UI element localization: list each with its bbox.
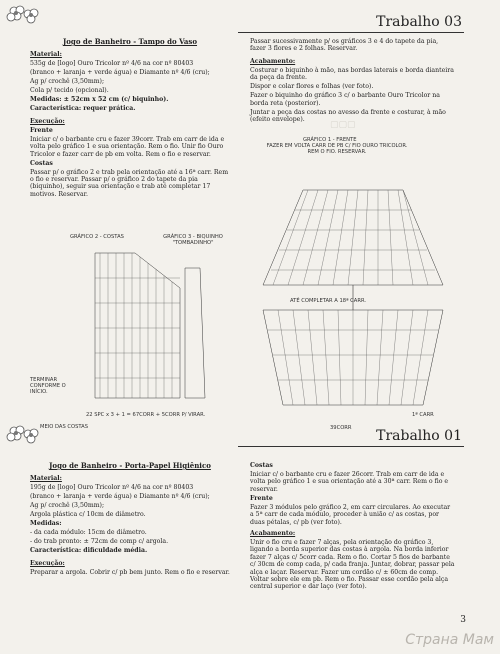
left-column	[30, 38, 230, 200]
terminar-label: TERMINAR CONFORME O INÍCIO.	[30, 377, 66, 395]
material-line: 195g de [logo] Ouro Tricolor nº 4/6 na cor nº 80403	[30, 484, 194, 492]
material-line: (branco + laranja + verde água) e Diamante nº 4/6 (cru);	[30, 493, 210, 501]
acabamento-heading: Acabamento:	[250, 530, 296, 538]
material-line: Argola plástica c/ 10cm de diâmetro.	[30, 511, 146, 519]
material-line: Ag p/ crochê (3,50mm);	[30, 502, 105, 510]
material-line: (branco + laranja + verde água) e Diamante nº 4/6 (cru);	[30, 69, 210, 77]
costas-text: Passar p/ o gráfico 2 e trab pela orientação até a 16ª carr. Rem o fio e reservar. Passar p/ o gráfico 2 do tapete da pia (biquinho), seguir sua orientação e trab até completar 17 motivos. Reservar.	[30, 168, 229, 198]
grafico2-title: GRÁFICO 2 - COSTAS	[70, 234, 124, 240]
spc-note-label: 22 SPC x 3 + 1 = 67CORR + 5CORR P/ VIRAR.	[86, 412, 206, 418]
material-heading: Material:	[30, 51, 62, 59]
grafico2-diagram	[60, 248, 220, 408]
header-rule	[238, 446, 464, 447]
medidas-line: Medidas: ± 52cm x 52 cm (c/ biquinho).	[30, 96, 169, 104]
page-header-title: Trabalho 03	[376, 14, 462, 30]
material-heading: Material:	[30, 475, 62, 483]
acabamento-line: Juntar a peça das costas no avesso da frente e costurar, à mão (efeito envelope).	[250, 108, 446, 124]
flower-decoration-icon	[6, 4, 40, 30]
page-number: 3	[460, 615, 466, 625]
medidas-heading: Medidas:	[30, 520, 62, 528]
execucao-heading: Execução:	[30, 117, 65, 125]
right-column	[250, 462, 455, 592]
material-line: Cola p/ tecido (opcional).	[30, 87, 109, 95]
costas-text: Iniciar c/ o barbante cru e fazer 26corr. Trab em carr de ida e volta pelo gráfico 1 e sua orientação até a 30ª carr. Rem o fio e reservar.	[250, 471, 449, 493]
execucao-text: Preparar a argola. Cobrir c/ pb bem junto. Rem o fio e reservar.	[30, 568, 230, 576]
corr39-label: 39CORR	[330, 425, 352, 431]
medidas-line: - da cada módulo: 15cm de diâmetro.	[30, 529, 147, 537]
watermark: Страна Мам	[405, 632, 494, 648]
frente-text: Iniciar c/ o barbante cru e fazer 39corr. Trab em carr de ida e volta pelo gráfico 1 e sua orientação. Rem o fio. Unir fio Ouro Tricolor e fazer carr de pb em volta. Rem o fio e reservar.	[30, 135, 225, 158]
costas-heading: Costas	[30, 159, 53, 167]
caracteristica-line: Característica: dificuldade média.	[30, 547, 148, 555]
right-text: Passar sucessivamente p/ os gráficos 3 e 4 do tapete da pia, fazer 3 flores e 2 folhas. Reservar.	[250, 38, 439, 53]
header-rule	[238, 32, 464, 33]
project-title: Jogo de Banheiro - Tampo do Vaso	[62, 37, 198, 46]
flower-decoration-icon	[6, 424, 40, 450]
acabamento-heading: Acabamento:	[250, 57, 296, 65]
frente-text: Fazer 3 módulos pelo gráfico 2, em carr circulares. Ao executar a 5ª carr de cada módulo, proceder à união c/ as costas, por duas pétalas, c/ pb (ver foto).	[250, 503, 451, 526]
faded-background-icon: ▢▢▢	[330, 120, 356, 130]
page-header-title: Trabalho 01	[376, 428, 462, 444]
acabamento-text: Unir o fio cru e fazer 7 alças, pela orientação do gráfico 3, ligando a borda superior das costas à argola. Na borda inferior fazer 7 alças c/ 5corr cada. Rem o fio. Cortar 5 fios de barbante c/ 30cm de comp cada, p/ cada franja. Juntar, dobrar, passar pela alça e laçar. Reservar. Fazer um cordão c/ ± 60cm de comp. Voltar sobre ele em pb. Rem o fio. Passar esse cordão pela alça central superior e dar laço (ver foto).	[250, 539, 455, 591]
caracteristica-line: Característica: requer prática.	[30, 105, 136, 113]
material-line: 535g de [logo] Ouro Tricolor nº 4/6 na cor nº 80403	[30, 60, 194, 68]
meio-costas-label: MEIO DAS COSTAS	[40, 424, 89, 430]
grafico1-diagram	[233, 160, 468, 430]
carr1-label: 1ª CARR	[412, 412, 434, 418]
acabamento-line: Fazer o biquinho do gráfico 3 c/ o barbante Ouro Tricolor na borda reta (posterior).	[250, 92, 440, 107]
project-title: Jogo de Banheiro - Porta-Papel Higiênico	[49, 461, 211, 470]
left-column	[30, 462, 230, 578]
material-line: Ag p/ crochê (3,50mm);	[30, 78, 105, 86]
grafico1-subtitle: FAZER EM VOLTA CARR DE PB C/ FIO OURO TRICOLOR. REM O FIO. RESERVAR.	[266, 143, 408, 155]
acabamento-line: Dispor e colar flores e folhas (ver foto).	[250, 83, 374, 91]
grafico1-title: GRÁFICO 1 - FRENTE	[303, 137, 357, 143]
execucao-heading: Execução:	[30, 559, 65, 567]
acabamento-line: Costurar o biquinho à mão, nas bordas laterais e borda dianteira da peça da frente.	[250, 66, 454, 82]
grafico3-title: GRÁFICO 3 - BIQUINHO "TOMBADINHO"	[163, 234, 223, 246]
costas-heading: Costas	[250, 462, 273, 469]
frente-heading: Frente	[250, 494, 273, 502]
right-column	[250, 38, 455, 125]
medidas-line: - do trab pronto: ± 72cm de comp c/ argola.	[30, 538, 169, 546]
frente-heading: Frente	[30, 126, 53, 134]
ate-completar-label: ATÉ COMPLETAR A 18ª CARR.	[290, 298, 367, 304]
